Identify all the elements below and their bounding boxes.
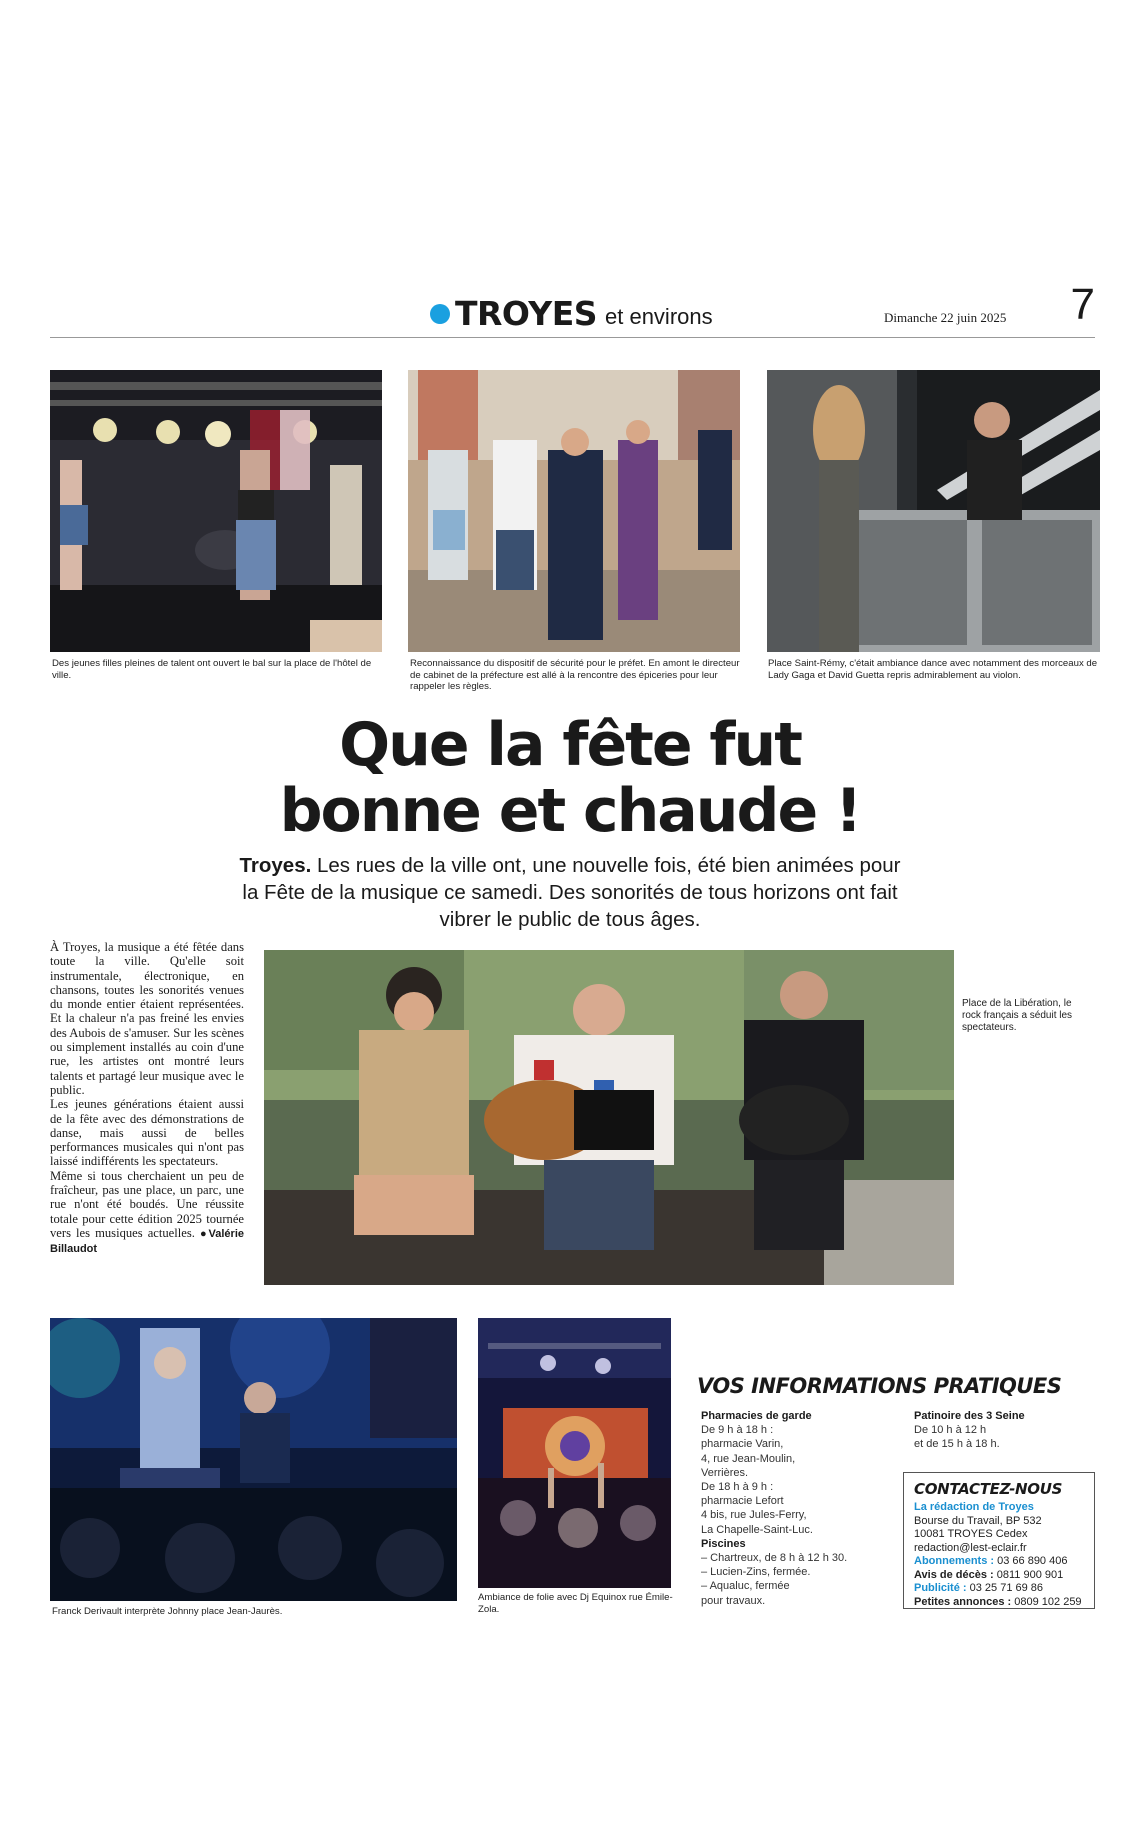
deces-phone: 0811 900 901 <box>993 1568 1064 1581</box>
section-city: TROYES <box>455 294 598 333</box>
photo-security-walk <box>408 370 740 652</box>
contact-address-2: 10081 TROYES Cedex <box>914 1528 1028 1540</box>
info-line: 4 bis, rue Jules-Ferry, <box>701 1509 807 1522</box>
contact-address-1: Bourse du Travail, BP 532 <box>914 1514 1042 1527</box>
abonnements-label: Abonnements : <box>914 1555 995 1567</box>
caption-rock-band: Place de la Libération, le rock français a séduit les spectateurs. <box>962 998 1073 1033</box>
annonces-phone: 0809 102 259 <box>1011 1595 1082 1608</box>
headline-line-1: Que la fête fut <box>339 710 801 780</box>
photo-rock-band <box>264 950 954 1285</box>
info-line: et de 15 h à 18 h. <box>914 1438 1000 1451</box>
info-line: – Lucien-Zins, fermée. <box>701 1566 811 1579</box>
publicite-phone: 03 25 71 69 86 <box>966 1582 1044 1594</box>
caption-security-walk: Reconnaissance du dispositif de sécurité pour le préfet. En amont le directeur de cabinet de la préfecture est allé à la rencontre des épiceries pour leur rappeler les règles. <box>410 658 740 692</box>
page-number: 7 <box>1070 280 1095 329</box>
photo-johnny-tribute <box>50 1318 457 1601</box>
annonces-label: Petites annonces : <box>914 1595 1012 1608</box>
page-header <box>50 280 1095 338</box>
publicite-label: Publicité : <box>914 1582 967 1594</box>
info-column-right <box>914 1409 1094 1452</box>
piscines-heading: Piscines <box>701 1537 746 1550</box>
body-paragraph: À Troyes, la musique a été fêtée dans toute la ville. Qu'elle soit instrumentale, électronique, en chansons, toutes les sonorités venues du monde entier étaient représentées. Et la chaleur n'a pas freiné les envies des Aubois de s'amuser. Sur les scènes ou simplement installés au coin d'une rue, les artistes ont montré leurs talents et partagé leur musique avec le public. <box>50 940 244 1097</box>
deces-label: Avis de décès : <box>914 1568 994 1581</box>
body-paragraph: Les jeunes générations étaient aussi de la fête avec des démonstrations de danse, mais aussi de belles performances musicales qui n'ont pas laissé indifférents les spectateurs. <box>50 1097 244 1169</box>
lede-text: Les rues de la ville ont, une nouvelle fois, été bien animées pour la Fête de la musique ce samedi. Des sonorités de tous horizons ont fait vibrer le public de tous âges. <box>242 854 901 931</box>
info-line: De 9 h à 18 h : <box>701 1424 774 1437</box>
article-author: ●Valérie Billaudot <box>50 1227 244 1256</box>
pharmacies-heading: Pharmacies de garde <box>701 1410 812 1422</box>
section-subtitle: et environs <box>605 304 713 329</box>
caption-violin-dj: Place Saint-Rémy, c'était ambiance dance avec notamment des morceaux de Lady Gaga et David Guetta repris admirablement au violon. <box>768 658 1098 681</box>
caption-dj-equinox: Ambiance de folie avec Dj Equinox rue Émile-Zola. <box>478 1592 673 1615</box>
info-line: La Chapelle-Saint-Luc. <box>701 1523 813 1536</box>
photo-dj-equinox <box>478 1318 671 1588</box>
info-line: pour travaux. <box>701 1594 766 1607</box>
body-paragraph: Même si tous cherchaient un peu de fraîcheur, pas une place, un parc, une rue n'ont été boudés. Une réussite totale pour cette édition 2025 tournée vers les musiques actuelles. ●Valérie Billaudot <box>50 1168 244 1256</box>
caption-stage-girls: Des jeunes filles pleines de talent ont ouvert le bal sur la place de l'hôtel de ville. <box>52 658 372 681</box>
lede-place: Troyes. <box>239 854 312 877</box>
article-headline <box>200 712 940 844</box>
caption-johnny-tribute: Franck Derivault interprète Johnny place Jean-Jaurès. <box>52 1606 283 1617</box>
photo-violin-dj <box>767 370 1100 652</box>
photo-stage-girls <box>50 370 382 652</box>
patinoire-heading: Patinoire des 3 Seine <box>914 1410 1025 1422</box>
article-body <box>50 940 244 1257</box>
info-title: VOS INFORMATIONS PRATIQUES <box>697 1374 1062 1398</box>
contact-box <box>903 1472 1095 1609</box>
article-lede <box>230 852 910 933</box>
section-dot-icon <box>430 304 450 324</box>
contact-email[interactable]: redaction@lest-eclair.fr <box>914 1541 1027 1554</box>
info-column-left <box>701 1409 901 1608</box>
info-line: De 18 h à 9 h : <box>701 1481 774 1494</box>
abonnements-phone: 03 66 890 406 <box>994 1555 1068 1567</box>
info-line: – Chartreux, de 8 h à 12 h 30. <box>701 1552 848 1565</box>
info-line: Verrières. <box>701 1466 749 1479</box>
info-line: 4, rue Jean-Moulin, <box>701 1452 796 1465</box>
issue-date: Dimanche 22 juin 2025 <box>884 310 1007 325</box>
info-line: – Aqualuc, fermée <box>701 1580 790 1593</box>
headline-line-2: bonne et chaude ! <box>279 776 861 846</box>
info-line: pharmacie Varin, <box>701 1438 784 1451</box>
info-line: De 10 h à 12 h <box>914 1424 987 1437</box>
info-line: pharmacie Lefort <box>701 1495 784 1508</box>
contact-title: CONTACTEZ-NOUS <box>914 1480 1063 1498</box>
redaction-label: La rédaction de Troyes <box>914 1501 1034 1513</box>
